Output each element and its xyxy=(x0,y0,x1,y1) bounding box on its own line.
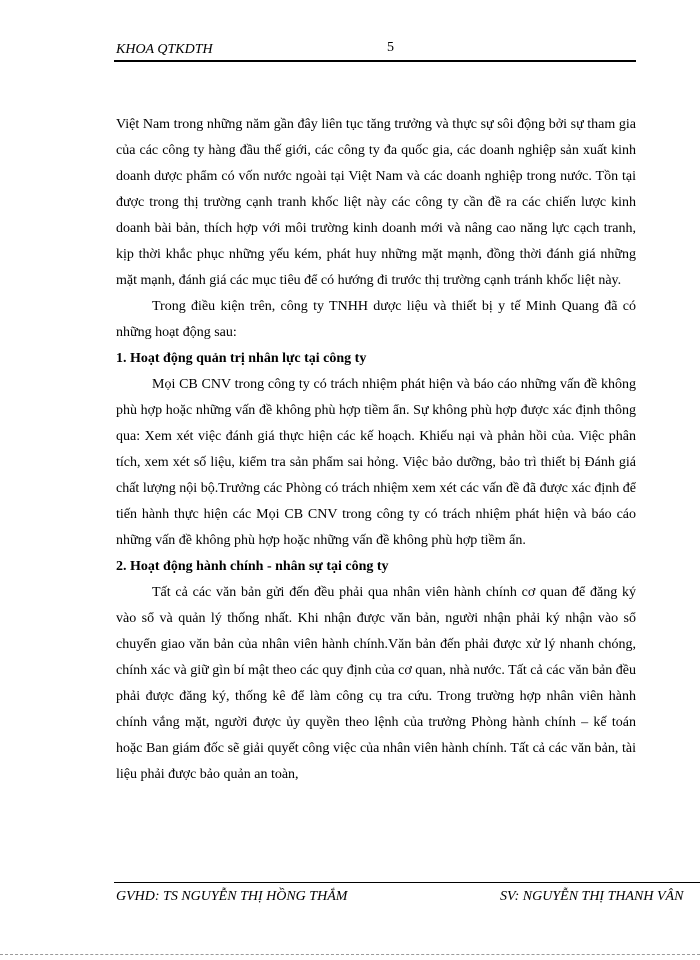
page-break-line xyxy=(0,954,700,955)
paragraph-conditions: Trong điều kiện trên, công ty TNHH dược liệu và thiết bị y tế Minh Quang đã có những hoạt động sau: xyxy=(116,299,636,340)
paragraph-hr: Mọi CB CNV trong công ty có trách nhiệm phát hiện và báo cáo những vấn đề không phù hợp hoặc những vấn đề không phù hợp tiềm ẩn. Sự không phù hợp được xác định thông qua: Xem xét việc đánh giá thực hiện các kế hoạch. Khiếu nại và phản hồi của. Việc phân tích, xem xét số liệu, kiểm tra sản phẩm sai hỏng. Việc bảo dưỡng, bảo trì thiết bị Đánh giá chất lượng nội bộ.Trưởng các Phòng có trách nhiệm xem xét các vấn đề đã được xác định để tiến hành thực hiện các Mọi CB CNV trong công ty có trách nhiệm phát hiện và báo cáo những vấn đề không phù hợp hoặc những vấn đề không phù hợp tiềm ẩn. xyxy=(116,377,636,548)
document-body xyxy=(116,112,636,788)
header-department: KHOA QTKDTH xyxy=(116,42,213,57)
page-number: 5 xyxy=(387,40,394,55)
section-heading-1: 1. Hoạt động quản trị nhân lực tại công ty xyxy=(116,351,367,366)
page-header xyxy=(114,38,636,62)
paragraph-admin: Tất cả các văn bản gửi đến đều phải qua nhân viên hành chính cơ quan để đăng ký vào sổ và quản lý thống nhất. Khi nhận được văn bản, người nhận phải ký nhận vào sổ chuyển giao văn bản của nhân viên hành chính.Văn bản đến phải được xử lý nhanh chóng, chính xác và giữ gìn bí mật theo các quy định của cơ quan, nhà nước. Tất cả các văn bản đều phải được đăng ký, thống kê để làm công cụ tra cứu. Trong trường hợp nhân viên hành chính vắng mặt, người được ủy quyền theo lệnh của trưởng Phòng hành chính – kế toán hoặc Ban giám đốc sẽ giải quyết công việc của nhân viên hành chính. Tất cả các văn bản, tài liệu phải được bảo quản an toàn, xyxy=(116,585,636,782)
footer-advisor: GVHD: TS NGUYỄN THỊ HỒNG THẮM xyxy=(116,889,348,904)
section-heading-2: 2. Hoạt động hành chính - nhân sự tại công ty xyxy=(116,559,389,574)
footer-student: SV: NGUYỄN THỊ THANH VÂN xyxy=(500,889,684,904)
paragraph-intro: Việt Nam trong những năm gần đây liên tục tăng trưởng và thực sự sôi động bởi sự tham gia của các công ty hàng đầu thế giới, các công ty đa quốc gia, các doanh nghiệp sản xuất kinh doanh dược phẩm có vốn nước ngoài tại Việt Nam và các doanh nghiệp trong nước. Tồn tại được trong thị trường cạnh tranh khốc liệt này các công ty cần đề ra các chiến lược kinh doanh bài bản, thích hợp với môi trường kinh doanh mới và nâng cao năng lực cạch tranh, kịp thời khắc phục những yếu kém, phát huy những mặt mạnh, đồng thời đánh giá những mặt mạnh, đánh giá các mục tiêu để có hướng đi trước thị trường cạnh tránh khốc liệt này. xyxy=(116,117,636,288)
page-footer xyxy=(114,882,700,904)
